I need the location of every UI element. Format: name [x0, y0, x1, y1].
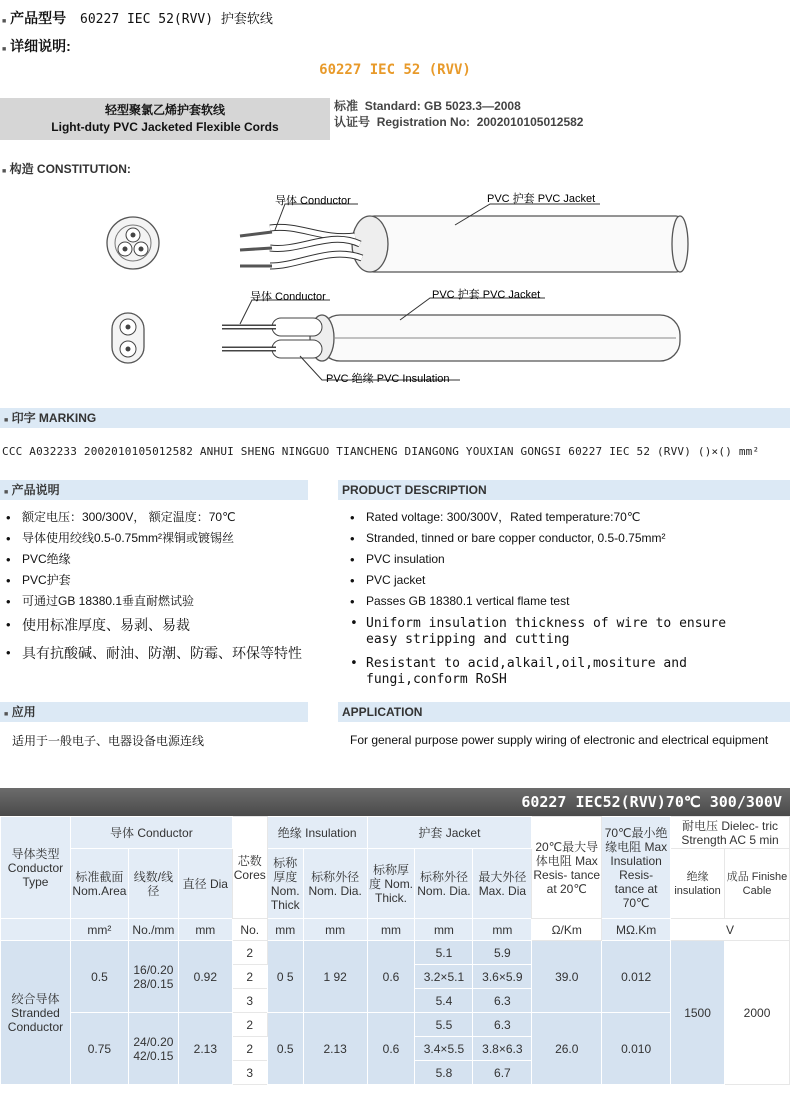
unit-cell: mm: [303, 919, 367, 941]
list-item: • PVC护套: [2, 570, 302, 591]
cert-no: 2002010105012582: [476, 115, 584, 129]
list-item: • 使用标准厚度、易剥、易裁: [2, 616, 302, 634]
unit-blank: [1, 919, 71, 941]
cores-value: 3: [232, 1061, 267, 1085]
construction-heading-text: 构造 CONSTITUTION:: [9, 162, 131, 176]
jk-dia-value: 5.4: [415, 989, 473, 1013]
jk-dia-value: 3.4×5.5: [415, 1037, 473, 1061]
ins-res-value: 0.010: [602, 1013, 671, 1085]
product-name-en: Light-duty PVC Jacketed Flexible Cords: [51, 120, 279, 134]
th-cores: 芯数 Cores: [232, 817, 267, 919]
list-item: • Resistant to acid,alkail,oil,mositure and fungi,conform RoSH: [346, 656, 746, 688]
top-jacket-label: PVC 护套 PVC Jacket: [487, 193, 596, 205]
detail-row: [2, 36, 71, 56]
dia-value: 2.13: [178, 1013, 232, 1085]
th-jk-max: 最大外径 Max. Dia: [473, 849, 532, 919]
th-conductor: 导体 Conductor: [70, 817, 232, 849]
v-ins-value: 1500: [671, 941, 725, 1085]
model-row: [2, 8, 273, 28]
list-item: • PVC绝缘: [2, 549, 302, 570]
ins-res-value: 0.012: [602, 941, 671, 1013]
app-en-bar: [338, 702, 790, 722]
unit-cell: MΩ.Km: [602, 919, 671, 941]
list-item: • Uniform insulation thickness of wire to ensure easy stripping and cutting: [346, 616, 746, 648]
bottom-jacket-label: PVC 护套 PVC Jacket: [432, 289, 541, 301]
model-label: 产品型号: [10, 10, 67, 26]
bullet-icon: ■: [4, 489, 9, 496]
th-insulation: 绝缘 Insulation: [267, 817, 367, 849]
list-item: • Passes GB 18380.1 vertical flame test: [346, 591, 746, 612]
area-value: 0.5: [70, 941, 128, 1013]
desc-cn-heading: 产品说明: [11, 483, 60, 497]
app-cn-heading: 应用: [11, 705, 36, 719]
strands-value: 24/0.20 42/0.15: [128, 1013, 178, 1085]
marking-text: CCC A032233 2002010105012582 ANHUI SHENG NINGGUO TIANCHENG DIANGONG YOUXIAN GONGSI 60227 IEC 52 (RVV) ()×() mm²: [2, 445, 760, 458]
marking-bar: [0, 408, 790, 428]
flat-cross-section: [112, 313, 144, 363]
th-resistance: 20℃最大导体电阻 Max Resis- tance at 20℃: [532, 817, 602, 919]
resistance-value: 26.0: [532, 1013, 602, 1085]
marking-heading: 印字 MARKING: [11, 411, 97, 425]
jk-dia-value: 5.5: [415, 1013, 473, 1037]
list-item: • PVC jacket: [346, 570, 746, 591]
th-ins-res: 70℃最小绝缘电阻 Max Insulation Resis- tance at 70℃: [602, 817, 671, 919]
bullet-icon: ■: [2, 46, 7, 53]
standard-en: Standard: GB 5023.3—2008: [364, 99, 521, 113]
jk-max-value: 3.6×5.9: [473, 965, 532, 989]
construction-heading: [2, 160, 131, 177]
desc-cn-list: [2, 507, 302, 662]
th-nom-area: 标准截面 Nom.Area: [70, 849, 128, 919]
desc-en-heading: PRODUCT DESCRIPTION: [342, 483, 487, 497]
th-jk-dia: 标称外径 Nom. Dia.: [415, 849, 473, 919]
jk-max-value: 6.3: [473, 989, 532, 1013]
list-item: • 可通过GB 18380.1垂直耐燃试验: [2, 591, 302, 612]
th-dia: 直径 Dia: [178, 849, 232, 919]
cores-value: 2: [232, 1013, 267, 1037]
ins-dia-value: 2.13: [303, 1013, 367, 1085]
unit-cell: Ω/Km: [532, 919, 602, 941]
table-title-bar: 60227 IEC52(RVV)70℃ 300/300V: [0, 788, 790, 816]
list-item: • 具有抗酸碱、耐油、防潮、防霉、环保等特性: [2, 644, 302, 662]
cores-value: 2: [232, 941, 267, 965]
type-name: 绞合导体 Stranded Conductor: [1, 941, 71, 1085]
standard-info: [334, 98, 583, 130]
flat-cable-drawing: [222, 287, 680, 385]
app-cn-bar: [0, 702, 308, 722]
jk-dia-value: 5.1: [415, 941, 473, 965]
cores-value: 3: [232, 989, 267, 1013]
cert-en: Registration No:: [376, 115, 471, 129]
jk-max-value: 5.9: [473, 941, 532, 965]
app-en-text: For general purpose power supply wiring of electronic and electrical equipment: [350, 733, 769, 747]
construction-diagram: [0, 180, 790, 400]
th-v-ins: 绝缘 insulation: [671, 849, 725, 919]
unit-cell: mm: [473, 919, 532, 941]
jk-dia-value: 5.8: [415, 1061, 473, 1085]
list-item: • 额定电压：300/300V， 额定温度：70℃: [2, 507, 302, 528]
jk-thick-value: 0.6: [367, 1013, 415, 1085]
desc-en-list: [346, 507, 746, 688]
jk-dia-value: 3.2×5.1: [415, 965, 473, 989]
unit-cell: No.: [232, 919, 267, 941]
unit-cell: mm: [267, 919, 303, 941]
cores-value: 2: [232, 1037, 267, 1061]
spec-table: [0, 816, 790, 1085]
app-cn-text: 适用于一般电子、电器设备电源连线: [12, 734, 205, 748]
jk-max-value: 6.3: [473, 1013, 532, 1037]
area-value: 0.75: [70, 1013, 128, 1085]
product-name-cn: 轻型聚氯乙烯护套软线: [104, 103, 225, 117]
jk-max-value: 6.7: [473, 1061, 532, 1085]
list-item: • PVC insulation: [346, 549, 746, 570]
th-type: 导体类型 Conductor Type: [1, 817, 71, 919]
bottom-insulation-label: PVC 绝缘 PVC Insulation: [326, 373, 450, 385]
unit-cell: V: [671, 919, 790, 941]
model-value: 60227 IEC 52(RVV) 护套软线: [80, 12, 273, 27]
bottom-conductor-label: 导体 Conductor: [250, 291, 326, 303]
cert-cn: 认证号: [334, 115, 371, 129]
detail-label: 详细说明:: [10, 38, 71, 54]
round-cable-drawing: [240, 191, 688, 272]
standard-cn: 标准: [334, 99, 359, 113]
jk-thick-value: 0.6: [367, 941, 415, 1013]
app-en-heading: APPLICATION: [342, 705, 423, 719]
list-item: • Rated voltage: 300/300V，Rated temperature:70℃: [346, 507, 746, 528]
bullet-icon: ■: [2, 18, 7, 25]
list-item: • Stranded, tinned or bare copper conductor, 0.5-0.75mm²: [346, 528, 746, 549]
round-cross-section: [107, 217, 159, 269]
th-jk-thick: 标称厚度 Nom. Thick.: [367, 849, 415, 919]
cores-value: 2: [232, 965, 267, 989]
bullet-icon: ■: [2, 168, 7, 175]
th-jacket: 护套 Jacket: [367, 817, 532, 849]
desc-cn-bar: [0, 480, 308, 500]
top-conductor-label: 导体 Conductor: [275, 195, 351, 207]
list-item: • 导体使用绞线0.5-0.75mm²裸铜或镀锡丝: [2, 528, 302, 549]
doc-title: 60227 IEC 52 (RVV): [319, 62, 471, 78]
ins-thick-value: 0.5: [267, 1013, 303, 1085]
th-v-cable: 成品 Finishe Cable: [725, 849, 790, 919]
unit-cell: mm: [367, 919, 415, 941]
th-ins-dia: 标称外径 Nom. Dia.: [303, 849, 367, 919]
unit-cell: No./mm: [128, 919, 178, 941]
bullet-icon: ■: [4, 711, 9, 718]
unit-cell: mm: [415, 919, 473, 941]
desc-en-bar: [338, 480, 790, 500]
unit-cell: mm²: [70, 919, 128, 941]
ins-dia-value: 1 92: [303, 941, 367, 1013]
th-ins-thick: 标称厚度 Nom. Thick: [267, 849, 303, 919]
strands-value: 16/0.20 28/0.15: [128, 941, 178, 1013]
th-strands: 线数/线径: [128, 849, 178, 919]
product-name-box: [0, 98, 330, 140]
v-cable-value: 2000: [725, 941, 790, 1085]
jk-max-value: 3.8×6.3: [473, 1037, 532, 1061]
unit-cell: mm: [178, 919, 232, 941]
ins-thick-value: 0 5: [267, 941, 303, 1013]
bullet-icon: ■: [4, 417, 9, 424]
dia-value: 0.92: [178, 941, 232, 1013]
resistance-value: 39.0: [532, 941, 602, 1013]
th-voltage: 耐电压 Dielec- tric Strength AC 5 min: [671, 817, 790, 849]
